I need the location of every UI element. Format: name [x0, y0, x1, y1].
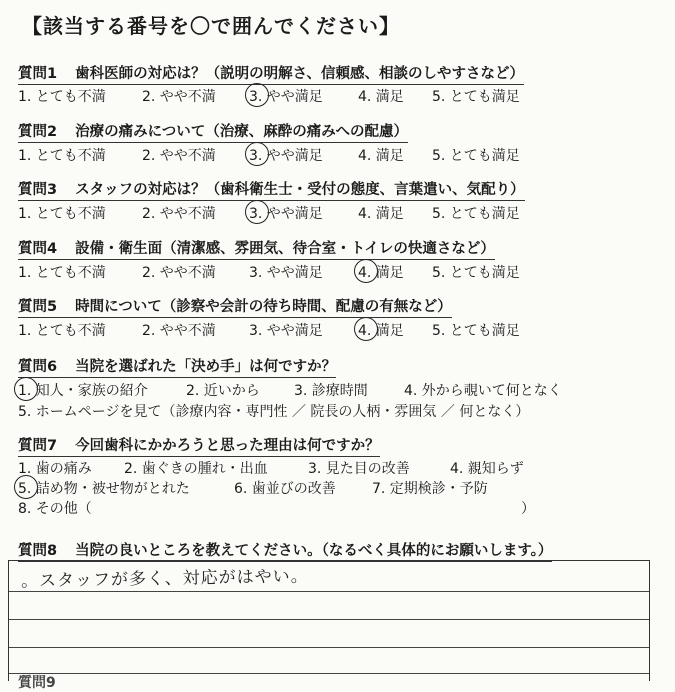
option-3[interactable]: 3. 見た目の改善 [308, 461, 410, 477]
question-number: 質問8 [18, 543, 58, 559]
option-4[interactable]: 4. 外から覗いて何となく [404, 383, 562, 399]
option-3-selected[interactable]: 3. やや満足 [249, 86, 323, 106]
option-5[interactable]: 5. とても満足 [432, 323, 520, 339]
option-3[interactable]: 3. やや満足 [249, 265, 323, 281]
question-number: 質問3 [18, 182, 58, 198]
question-text: 時間について（診察や会計の待ち時間、配慮の有無など） [75, 299, 452, 315]
option-2[interactable]: 2. 歯ぐきの腫れ・出血 [124, 461, 268, 477]
option-2[interactable]: 2. やや不満 [142, 206, 216, 222]
option-1[interactable]: 1. とても不満 [18, 265, 106, 281]
option-3[interactable]: 3. やや満足 [249, 323, 323, 339]
question-text: 治療の痛みについて（治療、麻酔の痛みへの配慮） [75, 124, 409, 140]
question-number: 質問7 [18, 438, 58, 454]
question-text: スタッフの対応は？（歯科衛生士・受付の態度、言葉遣い、気配り） [75, 182, 525, 198]
answer-line [9, 647, 649, 648]
question-number: 質問6 [18, 359, 58, 375]
question-1-options [18, 86, 675, 106]
question-number: 質問5 [18, 299, 58, 315]
question-2-options [18, 145, 675, 165]
option-1[interactable]: 1. とても不満 [18, 89, 106, 105]
question-5-options [18, 320, 675, 340]
option-4[interactable]: 4. 満足 [358, 206, 404, 222]
question-4-title [18, 237, 495, 260]
option-3[interactable]: 3. 診療時間 [294, 383, 368, 399]
option-4[interactable]: 4. 満足 [358, 148, 404, 164]
answer-line [9, 673, 649, 674]
option-4-selected[interactable]: 4. 満足 [358, 262, 404, 282]
option-3-selected[interactable]: 3. やや満足 [249, 145, 323, 165]
option-3-selected[interactable]: 3. やや満足 [249, 203, 323, 223]
next-question-cutoff: 質問9 [18, 675, 56, 691]
question-number: 質問2 [18, 124, 58, 140]
option-2[interactable]: 2. やや不満 [142, 148, 216, 164]
option-2[interactable]: 2. やや不満 [142, 323, 216, 339]
option-5[interactable]: 5. とても満足 [432, 89, 520, 105]
option-4[interactable]: 4. 満足 [358, 89, 404, 105]
option-2[interactable]: 2. やや不満 [142, 265, 216, 281]
question-6-options-row1 [18, 380, 675, 400]
answer-line [9, 591, 649, 592]
option-5[interactable]: 5. とても満足 [432, 265, 520, 281]
option-5[interactable]: 5. とても満足 [432, 148, 520, 164]
question-4-options [18, 262, 675, 282]
question-5-title [18, 295, 452, 318]
option-5-selected[interactable]: 5. 詰め物・被せ物がとれた [18, 478, 190, 498]
option-2[interactable]: 2. やや不満 [142, 89, 216, 105]
question-text: 当院を選ばれた「決め手」は何ですか？ [75, 359, 337, 375]
answer-line [9, 619, 649, 620]
option-6[interactable]: 6. 歯並びの改善 [234, 481, 336, 497]
question-text: 今回歯科にかかろうと思った理由は何ですか？ [75, 438, 380, 454]
option-5[interactable]: 5. とても満足 [432, 206, 520, 222]
question-number: 質問1 [18, 66, 58, 82]
question-7-options-row2 [18, 478, 675, 498]
question-text: 設備・衛生面（清潔感、雰囲気、待合室・トイレの快適さなど） [75, 241, 495, 257]
question-number: 質問4 [18, 241, 58, 257]
option-1[interactable]: 1. 歯の痛み [18, 461, 92, 477]
question-text: 当院の良いところを教えてください。（なるべく具体的にお願いします。） [75, 543, 553, 559]
option-1-selected[interactable]: 1. 知人・家族の紹介 [18, 380, 148, 400]
question-1-title [18, 62, 524, 85]
option-4[interactable]: 4. 親知らず [450, 461, 524, 477]
handwritten-answer: 。スタッフが多く、対応がはやい。 [20, 566, 309, 592]
question-6-options-row2 [18, 401, 675, 421]
question-7-options-row1 [18, 458, 675, 478]
question-2-title [18, 120, 408, 143]
question-8-title [18, 539, 552, 562]
option-2[interactable]: 2. 近いから [186, 383, 260, 399]
question-3-options [18, 203, 675, 223]
option-8[interactable]: 8. その他（ [18, 501, 92, 517]
option-1[interactable]: 1. とても不満 [18, 206, 106, 222]
question-3-title [18, 178, 525, 201]
answer-box[interactable] [8, 560, 650, 681]
question-7-options-row3 [18, 498, 675, 518]
option-5[interactable]: 5. ホームページを見て（診療内容・専門性 ／ 院長の人柄・雰囲気 ／ 何となく） [18, 404, 530, 420]
question-7-title [18, 434, 380, 457]
option-1[interactable]: 1. とても不満 [18, 323, 106, 339]
question-text: 歯科医師の対応は？（説明の明解さ、信頼感、相談のしやすさなど） [75, 66, 525, 82]
option-7[interactable]: 7. 定期検診・予防 [372, 481, 488, 497]
question-6-title [18, 355, 336, 378]
close-paren: ） [521, 501, 535, 517]
page-header: 【該当する番号を〇で囲んでください】 [22, 14, 400, 38]
option-1[interactable]: 1. とても不満 [18, 148, 106, 164]
option-4-selected[interactable]: 4. 満足 [358, 320, 404, 340]
